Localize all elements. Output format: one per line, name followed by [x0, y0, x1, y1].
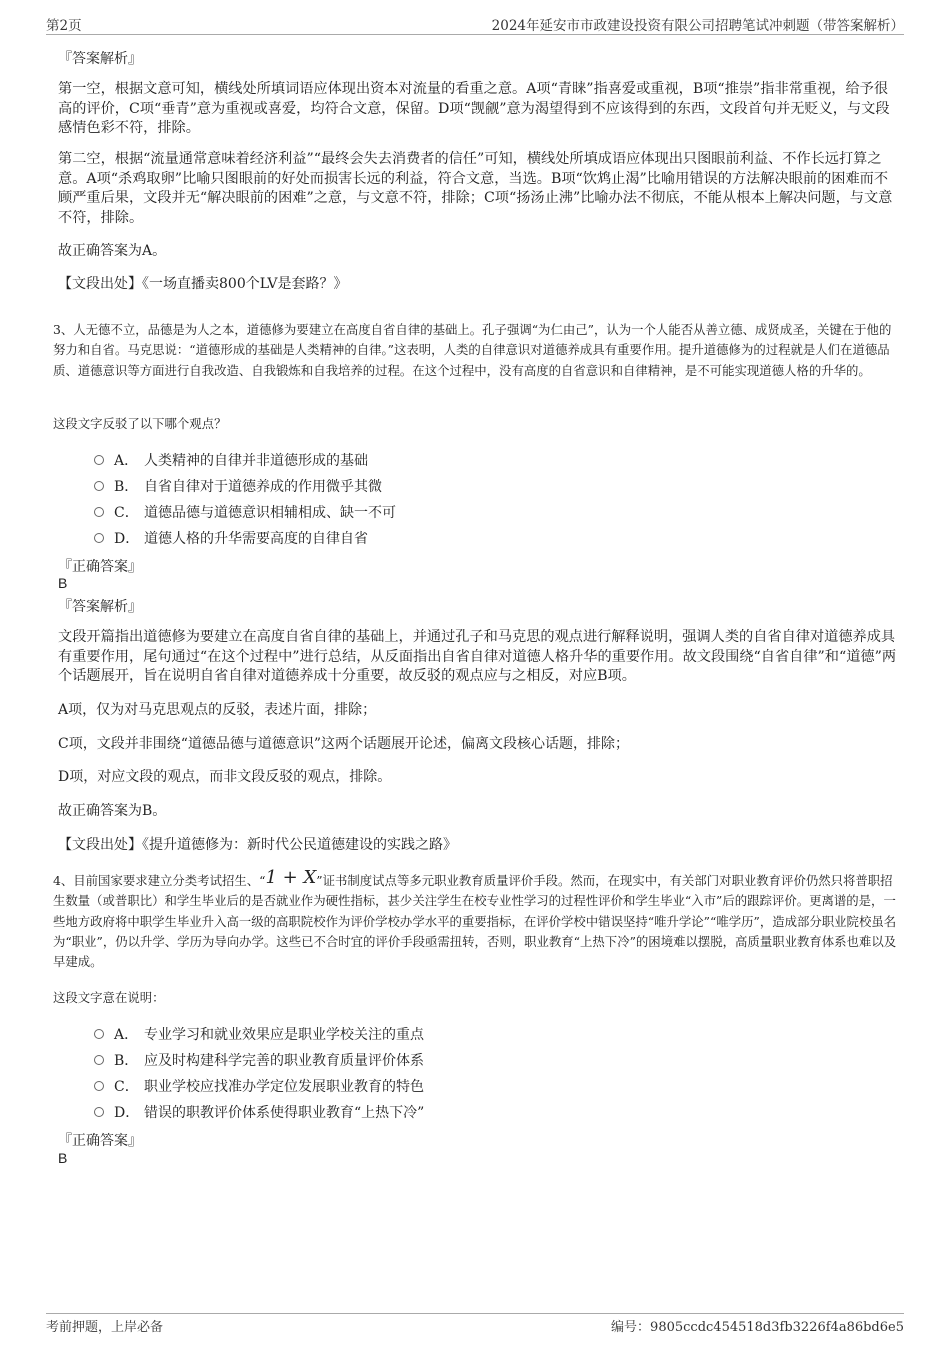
footer-slogan: 考前押题，上岸必备: [46, 1320, 164, 1335]
analysis-label: 『答案解析』: [58, 51, 142, 67]
analysis-line: C项，文段并非围绕“道德品德与道德意识”这两个话题展开论述，偏离文段核心话题，排除；: [58, 736, 630, 752]
radio-icon[interactable]: [94, 1081, 104, 1091]
analysis-paragraph: 文段开篇指出道德修为要建立在高度自省自律的基础上，并通过孔子和马克思的观点进行解释说明，强调人类的自省自律对道德养成具有重要作用，尾句通过“在这个过程中”进行总结，从反面指出自省自律对道德人格升华的重要作用。故文段围绕“自省自律”和“道德”两个话题展开，旨在说明自省自律对道德养成十分重要，故反驳的观点应与之相反，对应B项。: [58, 629, 897, 684]
analysis-label: 『答案解析』: [58, 599, 142, 615]
correct-answer-label: 『正确答案』: [58, 559, 142, 575]
correct-answer: B: [58, 575, 68, 591]
radio-icon[interactable]: [94, 533, 104, 543]
option-text: 道德品德与道德意识相辅相成、缺一不可: [144, 505, 396, 521]
option-c[interactable]: C． 道德品德与道德意识相辅相成、缺一不可: [94, 502, 396, 522]
radio-icon[interactable]: [94, 455, 104, 465]
option-text: 道德人格的升华需要高度的自律自省: [144, 531, 368, 547]
analysis-line: A项，仅为对马克思观点的反驳，表述片面，排除；: [58, 702, 377, 718]
question-prompt: 这段文字反驳了以下哪个观点？: [53, 416, 227, 431]
source-citation: 【文段出处】《一场直播卖800个LV是套路？》: [58, 276, 348, 292]
option-text: 职业学校应找准办学定位发展职业教育的特色: [144, 1079, 424, 1095]
radio-icon[interactable]: [94, 481, 104, 491]
page-header: [46, 12, 904, 35]
question-stem: 4、目前国家要求建立分类考试招生、“1 + X”证书制度试点等多元职业教育质量评价手段。然而，在现实中，有关部门对职业教育评价仍然只将普职招生数量（或普职比）和学生毕业后的是否就业作为硬性指标，甚少关注学生在校专业性学习的过程性评价和学生毕业“入市”后的跟踪评价。更离谱的是，一些地方政府将中职学生毕业升入高一级的高职院校作为评价学校办学水平的重要指标，在评价学校中错误坚持“唯升学论”“唯学历”，造成部分职业院校虽名为“职业”，仍以升学、学历为导向办学。这些已不合时宜的评价手段亟需扭转，否则，职业教育“上热下冷”的困境难以摆脱，高质量职业教育体系也难以及早建成。: [53, 867, 897, 970]
source-citation: 【文段出处】《提升道德修为：新时代公民道德建设的实践之路》: [58, 837, 457, 853]
option-text: 专业学习和就业效果应是职业学校关注的重点: [144, 1027, 424, 1043]
analysis-paragraph: 第一空，根据文意可知，横线处所填词语应体现出资本对流量的看重之意。A项“青睐”指喜爱或重视，B项“推崇”指非常重视，给予很高的评价，C项“垂青”意为重视或喜爱，均符合文意，保留。D项“觊觎”意为渴望得到不应该得到的东西，文段首句并无贬义，与文段感情色彩不符，排除。: [58, 81, 890, 136]
document-serial: 编号：9805ccdc454518d3fb3226f4a86bd6e5: [611, 1320, 904, 1335]
answer-conclusion: 故正确答案为B。: [58, 803, 167, 819]
option-d[interactable]: D． 道德人格的升华需要高度的自律自省: [94, 528, 368, 548]
question-prompt: 这段文字意在说明：: [53, 990, 165, 1005]
radio-icon[interactable]: [94, 1055, 104, 1065]
radio-icon[interactable]: [94, 507, 104, 517]
option-a[interactable]: A． 专业学习和就业效果应是职业学校关注的重点: [94, 1024, 424, 1044]
question-stem: 3、人无德不立，品德是为人之本，道德修为要建立在高度自省自律的基础上。孔子强调“为仁由己”，认为一个人能否从善立德、成贤成圣，关键在于他的努力和自省。马克思说：“道德形成的基础是人类精神的自律。”这表明，人类的自律意识对道德养成具有重要作用。提升道德修为的过程就是人们在道德品质、道德意识等方面进行自我改造、自我锻炼和自我培养的过程。在这个过程中，没有高度的自省意识和自律精神，是不可能实现道德人格的升华的。: [53, 322, 892, 378]
option-text: 人类精神的自律并非道德形成的基础: [144, 453, 368, 469]
analysis-line: D项，对应文段的观点，而非文段反驳的观点，排除。: [58, 769, 392, 785]
correct-answer-label: 『正确答案』: [58, 1133, 142, 1149]
correct-answer: B: [58, 1150, 68, 1166]
radio-icon[interactable]: [94, 1107, 104, 1117]
answer-conclusion: 故正确答案为A。: [58, 243, 167, 259]
document-title: 2024年延安市市政建设投资有限公司招聘笔试冲刺题（带答案解析）: [491, 18, 904, 34]
option-b[interactable]: B． 应及时构建科学完善的职业教育质量评价体系: [94, 1050, 424, 1070]
option-text: 错误的职教评价体系使得职业教育“上热下冷”: [144, 1105, 425, 1121]
formula: 1 + X: [265, 867, 317, 888]
option-c[interactable]: C． 职业学校应找准办学定位发展职业教育的特色: [94, 1076, 424, 1096]
analysis-paragraph: 第二空，根据“流量通常意味着经济利益”“最终会失去消费者的信任”可知，横线处所填成语应体现出只图眼前利益、不作长远打算之意。A项“杀鸡取卵”比喻只图眼前的好处而损害长远的利益，符合文意，当选。B项“饮鸩止渴”比喻用错误的方法解决眼前的困难而不顾严重后果，文段并无“解决眼前的困难”之意，与文意不符，排除；C项“扬汤止沸”比喻办法不彻底，不能从根本上解决问题，与文意不符，排除。: [58, 151, 893, 226]
option-text: 应及时构建科学完善的职业教育质量评价体系: [144, 1053, 424, 1069]
page-number: 第2页: [46, 18, 82, 34]
option-text: 自省自律对于道德养成的作用微乎其微: [144, 479, 382, 495]
option-a[interactable]: A． 人类精神的自律并非道德形成的基础: [94, 450, 368, 470]
page-footer: [46, 1313, 904, 1338]
option-b[interactable]: B． 自省自律对于道德养成的作用微乎其微: [94, 476, 382, 496]
option-d[interactable]: D． 错误的职教评价体系使得职业教育“上热下冷”: [94, 1102, 424, 1122]
radio-icon[interactable]: [94, 1029, 104, 1039]
